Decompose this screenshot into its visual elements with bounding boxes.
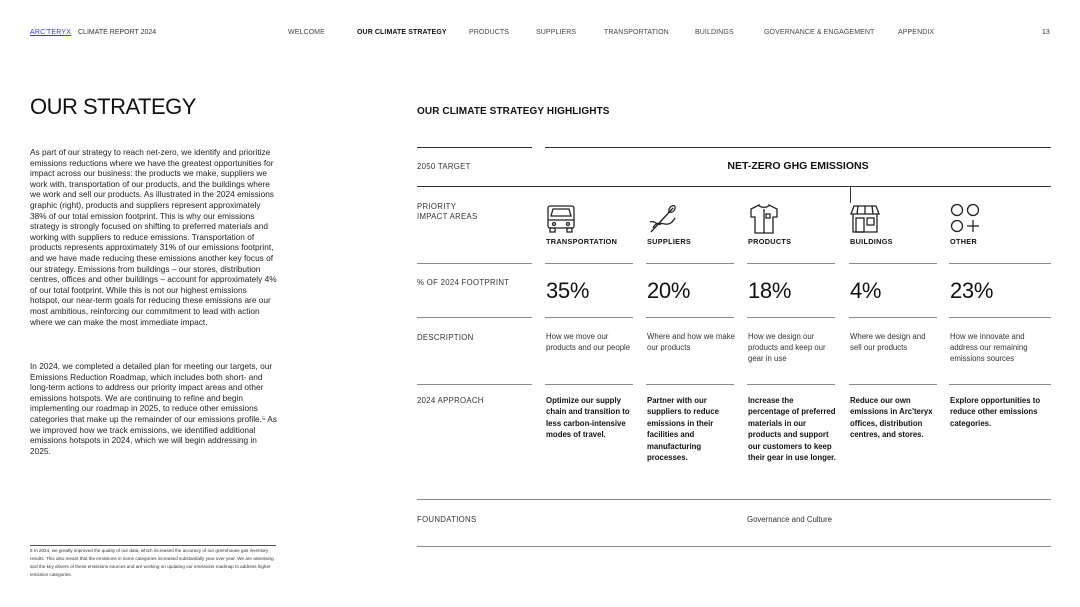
divider bbox=[849, 263, 937, 264]
footprint-pct-other: 23% bbox=[950, 278, 994, 303]
footnote-divider bbox=[30, 545, 276, 546]
row-label-description: DESCRIPTION bbox=[417, 333, 474, 342]
description-transportation: How we move our products and our people bbox=[546, 332, 631, 352]
description-buildings: Where we design and sell our products bbox=[850, 332, 926, 352]
storefront-icon bbox=[849, 202, 881, 236]
divider bbox=[417, 147, 532, 148]
nav-buildings[interactable]: BUILDINGS bbox=[695, 29, 734, 36]
divider bbox=[949, 263, 1051, 264]
approach-transportation: Optimize our supply chain and transition to less carbon-intensive modes of travel. bbox=[546, 396, 630, 440]
strategy-paragraph-1: As part of our strategy to reach net-zero, we identify and prioritize emissions reductions where we have the greatest opportunities for impact across our business: the products we make, suppliers we work with, transportation of our products, and the buildings where we work and sell our products. As illustrated in the 2024 emissions graphic (right), products and suppliers represent approximately 38% of our total emission footprint. This is why our emissions strategy is strongly focused on shifting to preferred materials and working with suppliers to reduce emissions. Transportation of products represents approximately 31% of our emissions footprint, and we have made reducing these emissions another key focus of our strategy. Emissions from buildings – our stores, distribution centres, offices and other buildings – account for approximately 4% of our total footprint. While this is not our highest emissions hotspot, our near-term goals for reducing these emissions are our most ambitious, reinforcing our commitment to lead with action where we can make the most immediate impact. bbox=[30, 147, 277, 327]
truck-icon bbox=[546, 202, 578, 236]
divider bbox=[545, 263, 633, 264]
row-label-priority: PRIORITY IMPACT AREAS bbox=[417, 202, 478, 221]
target-value: NET-ZERO GHG EMISSIONS bbox=[727, 160, 869, 172]
footprint-pct-buildings: 4% bbox=[850, 278, 882, 303]
divider bbox=[417, 499, 1051, 500]
footnote: 5 In 2024, we greatly improved the quality of our data, which increased the accuracy of our greenhouse gas inventory results. This also meant that the emissions in some categories increased substantially year over year. We are assessing and the key drivers of these emissions sources and are working on updating our emissions roadmap to address higher emission categories. bbox=[30, 548, 274, 577]
description-suppliers: Where and how we make our products bbox=[647, 332, 735, 352]
divider bbox=[545, 317, 633, 318]
divider bbox=[417, 546, 1051, 547]
row-label-approach: 2024 APPROACH bbox=[417, 396, 484, 405]
divider bbox=[849, 317, 937, 318]
column-name-buildings: BUILDINGS bbox=[850, 237, 893, 246]
row-label-footprint: % OF 2024 FOOTPRINT bbox=[417, 278, 510, 287]
approach-suppliers: Partner with our suppliers to reduce emissions in their facilities and manufacturing processes. bbox=[647, 396, 719, 463]
description-products: How we design our products and keep our gear in use bbox=[748, 332, 826, 363]
footprint-pct-transportation: 35% bbox=[546, 278, 590, 303]
brand-logo-text[interactable]: ARC'TERYX bbox=[30, 29, 72, 36]
divider bbox=[747, 384, 835, 385]
nav-suppliers[interactable]: SUPPLIERS bbox=[536, 29, 577, 36]
strategy-paragraph-2: In 2024, we completed a detailed plan for meeting our targets, our Emissions Reduction Roadmap, which includes both short- and long-term actions to address our priority impact areas and other emissions hotspots. We are continuing to refine and begin implementing our roadmap in 2025, to reduce other emissions categories that make up the remainder of our emissions profile.⁵ As we improved how we track emissions, we identified additional emissions hotspots in 2024, which we will begin addressing in 2025. bbox=[30, 361, 277, 456]
nav-appendix[interactable]: APPENDIX bbox=[898, 29, 935, 36]
nav-transportation[interactable]: TRANSPORTATION bbox=[604, 29, 669, 36]
page-number: 13 bbox=[1042, 29, 1050, 36]
nav-welcome[interactable]: WELCOME bbox=[288, 29, 325, 36]
column-name-transportation: TRANSPORTATION bbox=[546, 237, 618, 246]
nav-products[interactable]: PRODUCTS bbox=[469, 29, 510, 36]
nav-governance-engagement[interactable]: GOVERNANCE & ENGAGEMENT bbox=[764, 29, 875, 36]
footprint-pct-products: 18% bbox=[748, 278, 792, 303]
row-label-target: 2050 TARGET bbox=[417, 162, 471, 171]
needle-icon bbox=[647, 202, 679, 236]
column-name-suppliers: SUPPLIERS bbox=[647, 237, 692, 246]
nav-our-climate-strategy[interactable]: OUR CLIMATE STRATEGY bbox=[357, 29, 447, 36]
divider bbox=[747, 263, 835, 264]
divider bbox=[646, 384, 734, 385]
divider bbox=[849, 384, 937, 385]
divider bbox=[646, 317, 734, 318]
approach-other: Explore opportunities to reduce other emissions categories. bbox=[950, 396, 1041, 428]
column-name-products: PRODUCTS bbox=[748, 237, 792, 246]
page-title: OUR STRATEGY bbox=[30, 94, 196, 119]
divider bbox=[747, 317, 835, 318]
divider-tick bbox=[850, 186, 851, 203]
divider bbox=[417, 317, 532, 318]
row-label-foundations: FOUNDATIONS bbox=[417, 515, 477, 524]
report-title: CLIMATE REPORT 2024 bbox=[78, 29, 157, 36]
description-other: How we innovate and address our remaining emissions sources bbox=[950, 332, 1028, 363]
divider bbox=[545, 147, 1051, 148]
divider bbox=[417, 263, 532, 264]
footprint-pct-suppliers: 20% bbox=[647, 278, 691, 303]
shirt-icon bbox=[748, 202, 780, 236]
shapes-icon bbox=[949, 202, 981, 236]
highlights-title: OUR CLIMATE STRATEGY HIGHLIGHTS bbox=[417, 106, 610, 117]
approach-buildings: Reduce our own emissions in Arc'teryx offices, distribution centres, and stores. bbox=[850, 396, 933, 440]
approach-products: Increase the percentage of preferred materials in our products and support our customers to keep their gear in use longer. bbox=[748, 396, 836, 463]
divider bbox=[417, 186, 1051, 187]
divider bbox=[949, 317, 1051, 318]
divider bbox=[949, 384, 1051, 385]
divider bbox=[545, 384, 633, 385]
column-name-other: OTHER bbox=[950, 237, 978, 246]
foundations-value: Governance and Culture bbox=[747, 515, 832, 524]
divider bbox=[417, 384, 532, 385]
divider bbox=[646, 263, 734, 264]
